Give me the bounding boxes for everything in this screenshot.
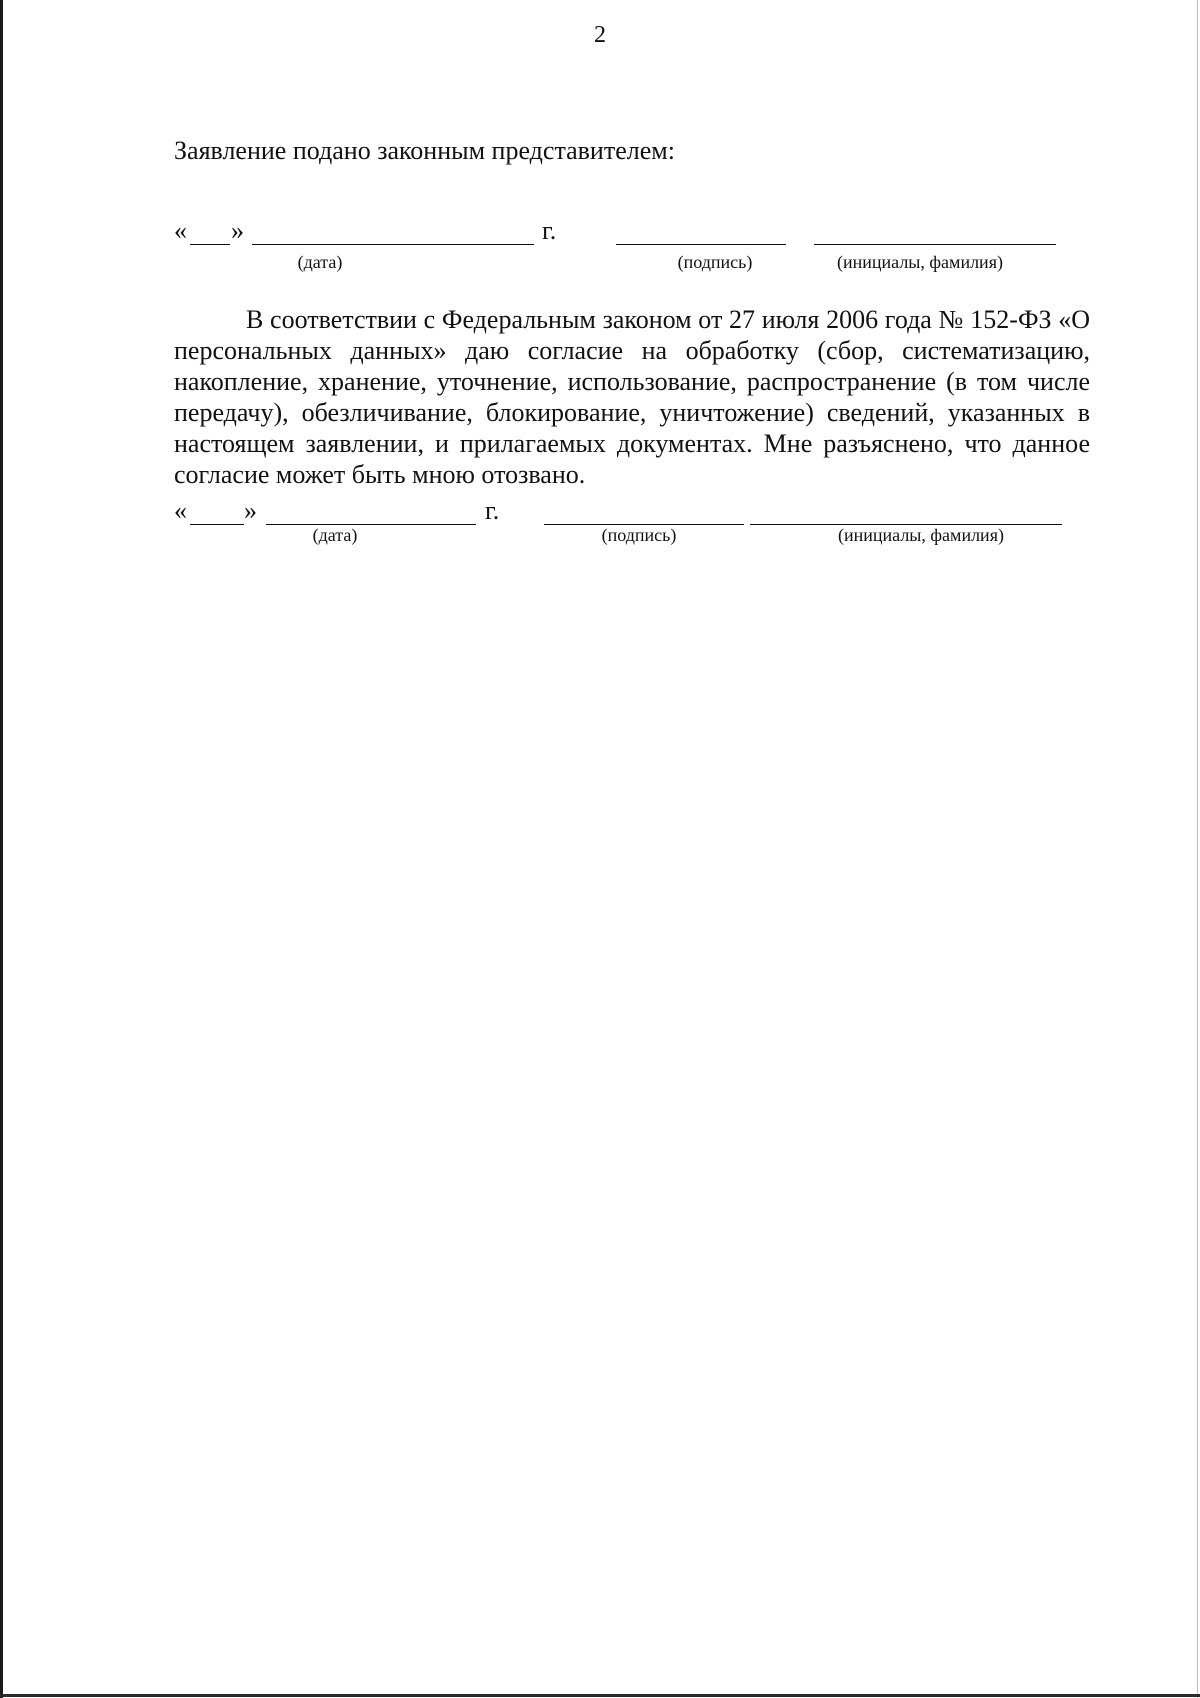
scan-edge-left — [0, 0, 3, 1698]
month-blank-line — [252, 244, 534, 245]
signature-caption: (подпись) — [677, 252, 753, 272]
signature-blank-line — [616, 244, 786, 245]
date-open-quote: « — [174, 496, 187, 525]
name-caption: (инициалы, фамилия) — [837, 252, 1003, 272]
scan-edge-right — [1197, 0, 1198, 1698]
statement-heading: Заявление подано законным представителем: — [174, 136, 675, 165]
date-caption: (дата) — [297, 252, 343, 272]
scan-edge-bottom — [0, 1694, 1200, 1697]
page-number: 2 — [594, 22, 606, 48]
date-open-quote: « — [174, 216, 187, 245]
name-caption: (инициалы, фамилия) — [838, 525, 1004, 545]
consent-paragraph: В соответствии с Федеральным законом от 27 июля 2006 года № 152-ФЗ «О персональных данных» даю согласие на обработку (сбор, систематизацию, накопление, хранение, уточнение, использование, распространение (в том числе передачу), обезличивание, блокирование, уничтожение) сведений, указанных в настоящем заявлении, и прилагаемых документах. Мне разъяснено, что данное согласие может быть мною отозвано. — [174, 305, 1090, 489]
signature-caption: (подпись) — [601, 525, 677, 545]
date-close-quote: » — [231, 216, 244, 245]
name-blank-line — [814, 244, 1056, 245]
day-blank-line — [190, 524, 244, 525]
date-close-quote: » — [244, 496, 257, 525]
year-mark: г. — [485, 496, 500, 525]
year-mark: г. — [542, 216, 557, 245]
day-blank-line — [190, 244, 230, 245]
date-caption: (дата) — [312, 525, 358, 545]
